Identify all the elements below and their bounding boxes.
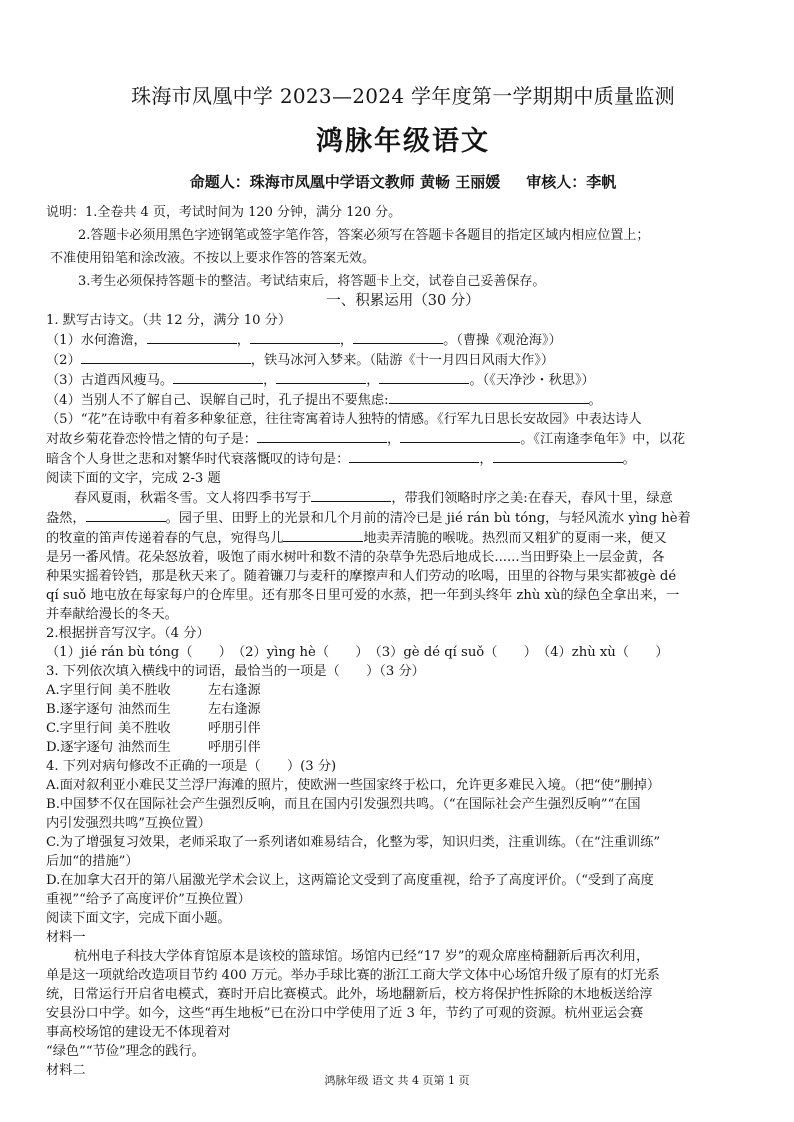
q3-option-c[interactable] bbox=[46, 719, 760, 738]
q3-option-d[interactable] bbox=[46, 738, 760, 757]
passage-text: 地卖弄清脆的喉咙。热烈而又粗犷的夏雨一来，便又 bbox=[363, 531, 667, 546]
reading-passage-2 bbox=[46, 909, 760, 1080]
material-1-label: 材料一 bbox=[46, 930, 86, 945]
answer-blank[interactable] bbox=[389, 390, 589, 404]
reviewer: 审核人：李帆 bbox=[526, 173, 617, 191]
q1-text: 对故乡菊花眷恋怜惜之情的句子是： bbox=[46, 432, 257, 447]
passage-line bbox=[46, 528, 760, 548]
q1-text: （4）当别人不了解自己、误解自己时，孔子提出不要焦虑: bbox=[46, 393, 389, 408]
q4-option-c-cont: 后加“的措施”） bbox=[46, 854, 139, 869]
q1-text: ，铁马冰河入梦来。（陆游《十一月四日风雨大作》） bbox=[250, 353, 555, 368]
q4-option-a[interactable]: A.面对叙利亚小难民艾兰浮尸海滩的照片，使欧洲一些国家终于松口，允许更多难民入境。（把“使”删掉） bbox=[46, 778, 661, 793]
passage-line: 是另一番风情。花朵怒放着，吸饱了雨水树叶和数不清的杂草争先恐后地成长......当田野染上一层金黄，各 bbox=[46, 550, 665, 565]
passage-line: 种果实摇着铃铛，那是秋天来了。随着镰刀与麦秆的摩擦声和人们劳动的吆喝，田里的谷物与果实都被gè dé bbox=[46, 569, 677, 584]
answer-blank[interactable] bbox=[353, 330, 443, 344]
q3-option-b[interactable] bbox=[46, 700, 760, 719]
q3-option-a[interactable] bbox=[46, 681, 760, 700]
reading-2-intro: 阅读下面文字，完成下面小题。 bbox=[46, 911, 231, 926]
reading-passage-1 bbox=[46, 469, 760, 624]
q1-text: 。（《天净沙・秋思》） bbox=[469, 373, 595, 388]
passage-line: 安县汾口中学。如今，这些“再生地板”已在汾口中学使用了近 3 年，节约了可观的资源。杭州亚运会赛 bbox=[46, 1006, 644, 1021]
answer-blank[interactable] bbox=[86, 508, 166, 522]
question-2 bbox=[46, 624, 760, 662]
reading-1-intro: 阅读下面的文字，完成 2-3 题 bbox=[46, 471, 221, 486]
authors-line bbox=[46, 171, 760, 192]
q4-stem: 4. 下列对病句修改不正确的一项是（ ）(3 分) bbox=[46, 759, 337, 774]
option-word: 左右逢源 bbox=[208, 702, 261, 717]
note-3: 3.考生必须保持答题卡的整洁。考试结束后，将答题卡上交，试卷自己妥善保存。 bbox=[78, 274, 546, 289]
passage-line bbox=[46, 488, 760, 508]
answer-blank[interactable] bbox=[257, 429, 387, 443]
passage-line bbox=[46, 508, 760, 528]
answer-blank[interactable] bbox=[276, 370, 366, 384]
question-4 bbox=[46, 757, 760, 909]
q1-line-5a: （5）“花”在诗歌中有着多种象征意，往往寄寓着诗人独特的情感。《行军九日思长安故园》中表达诗人 bbox=[46, 412, 642, 427]
answer-blank[interactable] bbox=[400, 429, 520, 443]
material-2-label: 材料二 bbox=[46, 1063, 86, 1078]
exam-subtitle: 鸿脉年级语文 bbox=[316, 126, 490, 157]
option-word: D.逐字逐句 bbox=[46, 740, 114, 755]
q4-option-b[interactable]: B.中国梦不仅在国际社会产生强烈反响，而且在国内引发强烈共鸣。（“在国际社会产生强烈反响”“在国 bbox=[46, 797, 641, 812]
passage-line: 杭州电子科技大学体育馆原本是该校的篮球馆。场馆内已经“17 岁”的观众席座椅翻新后再次利用， bbox=[74, 949, 650, 964]
answer-blank[interactable] bbox=[311, 488, 391, 502]
option-word: B.逐字逐句 bbox=[46, 702, 113, 717]
note-1: 说明：1.全卷共 4 页，考试时间为 120 分钟，满分 120 分。 bbox=[46, 205, 402, 220]
option-word: 左右逢源 bbox=[208, 683, 261, 698]
passage-line: 并奉献给漫长的冬天。 bbox=[46, 607, 178, 622]
q1-stem: 1. 默写古诗文。（共 12 分，满分 10 分） bbox=[46, 313, 292, 328]
passage-line: qí suǒ 地屯放在每家每户的仓库里。还有那冬日里可爱的水蒸，把一年到头终年 zhù xù的绿色全拿出来，一 bbox=[46, 588, 680, 603]
page-footer: 鸿脉年级 语文 共 4 页第 1 页 bbox=[324, 1074, 470, 1087]
q1-line-4: （4）当别人不了解自己、误解自己时，孔子提出不要焦虑: 。 bbox=[46, 390, 760, 410]
passage-line: 事高校场馆的建设无不体现着对 bbox=[46, 1025, 231, 1040]
passage-line: 统，日常运行开启省电模式，赛时开启比赛模式。此外，场地翻新后，校方将保护性拆除的木地板送给淳 bbox=[46, 987, 653, 1002]
option-word: 美不胜收 bbox=[118, 683, 171, 698]
q1-text: 暗含个人身世之悲和对繁华时代衰落慨叹的诗句是： bbox=[46, 452, 350, 467]
q4-option-d-cont: 重视”“给予了高度评价”互换位置） bbox=[46, 892, 251, 907]
answer-blank[interactable] bbox=[493, 449, 623, 463]
passage-text: 的牧童的笛声传递着春的气息，宛得鸟儿 bbox=[46, 531, 284, 546]
q1-line-3: （3）古道西风瘦马。 ， ， 。（《天净沙・秋思》） bbox=[46, 370, 760, 390]
section-heading: 一、积累运用（30 分） bbox=[326, 293, 480, 309]
option-word: 呼朋引伴 bbox=[208, 721, 261, 736]
q1-text: 。（曹操《观沧海》） bbox=[443, 333, 562, 348]
option-word: 油然而生 bbox=[118, 740, 171, 755]
instructions bbox=[46, 201, 760, 293]
question-1 bbox=[46, 311, 760, 469]
q1-text: （1）水何澹澹， bbox=[46, 333, 147, 348]
passage-line: “绿色”“节俭”理念的践行。 bbox=[46, 1044, 205, 1059]
q4-option-d[interactable]: D.在加拿大召开的第八届激光学术会议上，这两篇论文受到了高度重视，给予了高度评价。（“受到了高度 bbox=[46, 873, 654, 888]
q1-text: （3）古道西风瘦马。 bbox=[46, 373, 174, 388]
option-word: 油然而生 bbox=[118, 702, 171, 717]
option-word: 呼朋引伴 bbox=[208, 740, 261, 755]
option-word: C.字里行间 bbox=[46, 721, 113, 736]
answer-blank[interactable] bbox=[173, 370, 263, 384]
q2-stem: 2.根据拼音写汉字。（4 分） bbox=[46, 626, 210, 641]
answer-blank[interactable] bbox=[81, 350, 251, 364]
setter: 命题人：珠海市凤凰中学语文教师 黄畅 王丽媛 bbox=[189, 173, 501, 191]
q1-line-2 bbox=[46, 350, 760, 370]
option-word: A.字里行间 bbox=[46, 683, 113, 698]
note-2b: 不准使用铅笔和涂改液。不按以上要求作答的答案无效。 bbox=[50, 251, 376, 266]
passage-line: 单是这一项就给改造项目节约 400 万元。举办手球比赛的浙江工商大学文体中心场馆升级了原有的灯光系 bbox=[46, 968, 660, 983]
exam-title: 珠海市凤凰中学 2023—2024 学年度第一学期期中质量监测 bbox=[131, 84, 675, 108]
q1-text: 。《江南逢李龟年》中，以花 bbox=[520, 432, 686, 447]
q1-line-5b: 对故乡菊花眷恋怜惜之情的句子是： ， 。《江南逢李龟年》中，以花 bbox=[46, 429, 760, 449]
answer-blank[interactable] bbox=[147, 330, 237, 344]
answer-blank[interactable] bbox=[250, 330, 340, 344]
q3-stem: 3. 下列依次填入横线中的词语，最恰当的一项是（ ）（3 分） bbox=[46, 664, 425, 679]
option-word: 美不胜收 bbox=[118, 721, 171, 736]
answer-blank[interactable] bbox=[379, 370, 469, 384]
note-2a: 2.答题卡必须用黑色字迹钢笔或签字笔作答，答案必须写在答题卡各题目的指定区域内相应位置上； bbox=[78, 228, 650, 243]
passage-text: ，带我们领略时序之美:在春天，春风十里，绿意 bbox=[391, 491, 673, 506]
question-3 bbox=[46, 662, 760, 757]
q2-options: （1）jié rán bù tóng（ ） （2）yìng hè（ ） （3）gè dé qí suǒ（ ） （4）zhù xù（ ） bbox=[46, 645, 669, 660]
q4-option-b-cont: 内引发强烈共鸣”互换位置） bbox=[46, 816, 211, 831]
passage-text: 春风夏雨，秋霜冬雪。文人将四季书写于 bbox=[74, 491, 312, 506]
passage-text: 盎然， bbox=[46, 511, 86, 526]
answer-blank[interactable] bbox=[283, 528, 363, 542]
q1-line-1: （1）水何澹澹， ， ， 。（曹操《观沧海》） bbox=[46, 330, 760, 350]
q4-option-c[interactable]: C.为了增强复习效果，老师采取了一系列诸如难易结合，化整为零，知识归类，注重训练。（在“注重训练” bbox=[46, 835, 661, 850]
q1-text: （2） bbox=[46, 353, 81, 368]
answer-blank[interactable] bbox=[349, 449, 479, 463]
q1-line-5c: 暗含个人身世之悲和对繁华时代衰落慨叹的诗句是： ， 。 bbox=[46, 449, 760, 469]
passage-text: 。园子里、田野上的光景和几个月前的清冷已是 jié rán bù tóng，与轻风流水 yìng hè着 bbox=[165, 511, 691, 526]
